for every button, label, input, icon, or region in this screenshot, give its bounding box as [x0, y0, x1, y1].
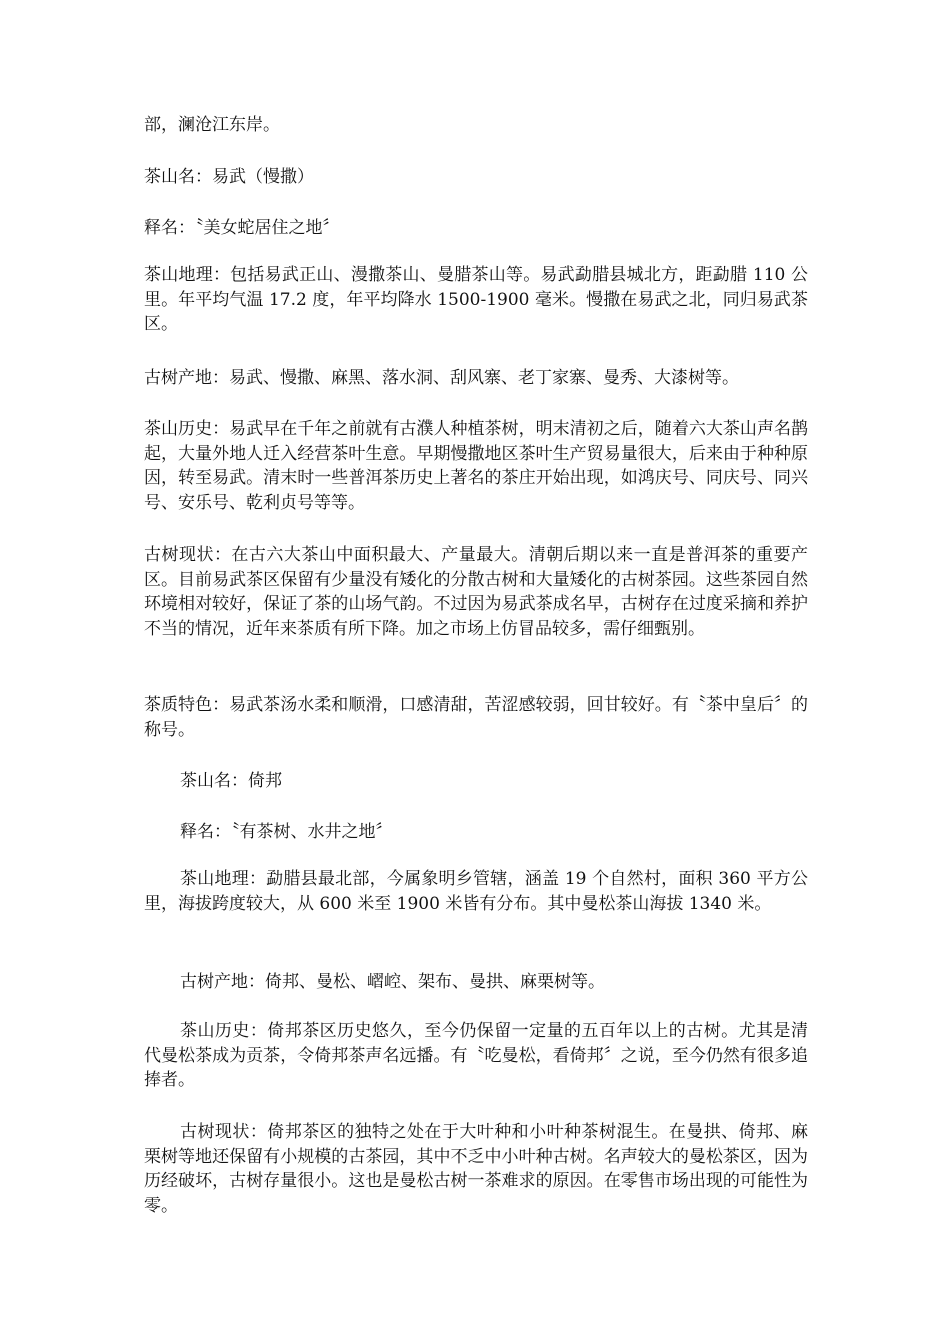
paragraph-history-yiwu: 茶山历史：易武早在千年之前就有古濮人种植茶树，明末清初之后，随着六大茶山声名鹊起，大量外地人迁入经营茶叶生意。早期慢撒地区茶叶生产贸易量很大，后来由于种种原因，转至易武。清末时一些普洱茶历史上著名的茶庄开始出现，如鸿庆号、同庆号、同兴号、安乐号、乾利贞号等等。	[144, 419, 808, 513]
paragraph-current-status-yibang: 古树现状：倚邦茶区的独特之处在于大叶种和小叶种茶树混生。在曼拱、倚邦、麻栗树等地还保留有小规模的古茶园，其中不乏中小叶种古树。名声较大的曼松茶区，因为历经破坏，古树存量很小。这也是曼松古树一茶难求的原因。在零售市场出现的可能性为零。	[144, 1122, 808, 1216]
paragraph-name-meaning-yibang: 释名：〝有茶树、水井之地〞	[180, 822, 393, 842]
paragraph-geography-yiwu: 茶山地理：包括易武正山、漫撒茶山、曼腊茶山等。易武勐腊县城北方，距勐腊 110 公里。年平均气温 17.2 度，年平均降水 1500-1900 毫米。慢撒在易武之北，同归易武茶区。	[144, 265, 808, 334]
paragraph-name-meaning-yiwu: 释名：〝美女蛇居住之地〞	[144, 218, 340, 238]
paragraph-geography-yibang: 茶山地理：勐腊县最北部，今属象明乡管辖，涵盖 19 个自然村，面积 360 平方公里，海拔跨度较大，从 600 米至 1900 米皆有分布。其中曼松茶山海拔 1340 米。	[144, 869, 808, 914]
paragraph-tea-quality-yiwu: 茶质特色：易武茶汤水柔和顺滑，口感清甜，苦涩感较弱，回甘较好。有〝茶中皇后〞的称号。	[144, 695, 808, 740]
paragraph-ancient-tree-origins-yiwu: 古树产地：易武、慢撒、麻黑、落水洞、刮风寨、老丁家寨、曼秀、大漆树等。	[144, 368, 739, 388]
paragraph-current-status-yiwu: 古树现状：在古六大茶山中面积最大、产量最大。清朝后期以来一直是普洱茶的重要产区。目前易武茶区保留有少量没有矮化的分散古树和大量矮化的古树茶园。这些茶园自然环境相对较好，保证了茶的山场气韵。不过因为易武茶成名早，古树存在过度采摘和养护不当的情况，近年来茶质有所下降。加之市场上仿冒品较多，需仔细甄别。	[144, 545, 808, 639]
paragraph-history-yibang: 茶山历史：倚邦茶区历史悠久，至今仍保留一定量的五百年以上的古树。尤其是清代曼松茶成为贡茶，令倚邦茶声名远播。有〝吃曼松，看倚邦〞之说，至今仍然有很多追捧者。	[144, 1021, 808, 1090]
paragraph-location-end: 部，澜沧江东岸。	[144, 115, 280, 135]
paragraph-mountain-name-yiwu: 茶山名：易武（慢撒）	[144, 167, 314, 187]
paragraph-ancient-tree-origins-yibang: 古树产地：倚邦、曼松、嶍崆、架布、曼拱、麻栗树等。	[180, 972, 605, 992]
paragraph-mountain-name-yibang: 茶山名：倚邦	[180, 771, 282, 791]
